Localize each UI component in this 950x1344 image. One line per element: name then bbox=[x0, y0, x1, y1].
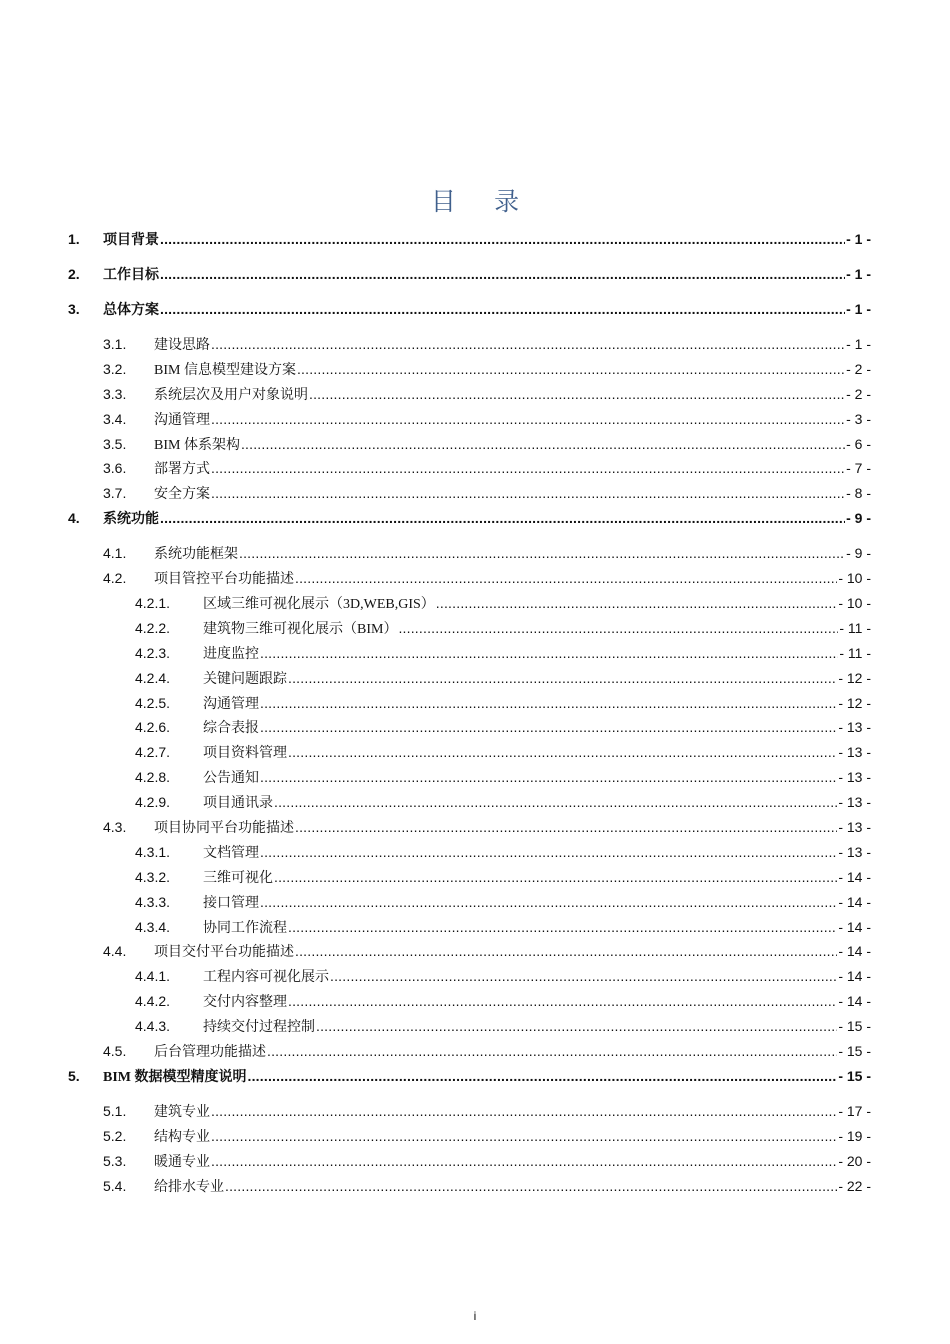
toc-entry-number: 4.4. bbox=[103, 943, 127, 960]
toc-entry-page: - 14 - bbox=[838, 868, 871, 885]
toc-entry-text: 协同工作流程 bbox=[203, 920, 287, 936]
toc-entry-page: - 14 - bbox=[838, 893, 871, 910]
toc-entry-text: 工作目标 bbox=[103, 268, 159, 283]
toc-entry-page: - 13 - bbox=[838, 794, 871, 811]
toc-entry-number: 3.7. bbox=[103, 485, 127, 502]
toc-entry-text: 沟通管理 bbox=[154, 412, 210, 428]
toc-entry[interactable] bbox=[68, 716, 871, 741]
toc-entry-page: - 15 - bbox=[838, 1018, 871, 1035]
toc-entry-number: 4.2.6. bbox=[135, 719, 171, 736]
toc-entry-page: - 10 - bbox=[838, 595, 871, 612]
toc-entry-page: - 1 - bbox=[846, 231, 871, 247]
toc-entry[interactable] bbox=[68, 816, 871, 841]
toc-entry[interactable] bbox=[68, 433, 871, 458]
toc-leader-dots bbox=[160, 298, 845, 320]
toc-leader-dots bbox=[267, 1040, 837, 1062]
toc-leader-dots bbox=[274, 791, 837, 813]
toc-leader-dots bbox=[211, 333, 845, 355]
toc-entry-page: - 15 - bbox=[838, 1067, 871, 1084]
toc-leader-dots bbox=[260, 642, 838, 664]
toc-entry-page: - 14 - bbox=[838, 993, 871, 1010]
toc-entry-text: 沟通管理 bbox=[203, 696, 259, 712]
table-of-contents bbox=[68, 228, 871, 1200]
toc-entry-page: - 19 - bbox=[838, 1127, 871, 1144]
toc-entry-number: 4.5. bbox=[103, 1043, 127, 1060]
toc-entry-text: 项目资料管理 bbox=[203, 746, 287, 762]
toc-entry-page: - 9 - bbox=[846, 510, 871, 527]
toc-entry-text: 结构专业 bbox=[154, 1129, 210, 1145]
toc-entry-text: 建筑物三维可视化展示（BIM） bbox=[203, 621, 398, 637]
toc-entry-text: 接口管理 bbox=[203, 895, 259, 911]
toc-leader-dots bbox=[309, 383, 845, 405]
toc-entry[interactable] bbox=[68, 333, 871, 358]
toc-entry-page: - 13 - bbox=[838, 744, 871, 761]
toc-entry-text: 给排水专业 bbox=[154, 1179, 224, 1195]
toc-entry-text: 文档管理 bbox=[203, 845, 259, 861]
toc-entry-page: - 20 - bbox=[838, 1152, 871, 1169]
toc-entry-page: - 13 - bbox=[838, 819, 871, 836]
toc-entry-text: 综合表报 bbox=[203, 721, 259, 737]
toc-entry-page: - 1 - bbox=[846, 301, 871, 317]
toc-entry[interactable] bbox=[68, 940, 871, 965]
toc-leader-dots bbox=[211, 1150, 837, 1172]
toc-entry-number: 3.1. bbox=[103, 336, 127, 352]
toc-entry-page: - 12 - bbox=[838, 669, 871, 686]
toc-entry-page: - 11 - bbox=[839, 619, 871, 636]
toc-entry-number: 3. bbox=[68, 301, 80, 317]
toc-entry-number: 4.2.1. bbox=[135, 595, 171, 612]
toc-entry[interactable] bbox=[68, 457, 871, 482]
toc-entry-text: BIM 体系架构 bbox=[154, 437, 240, 453]
toc-entry-text: 进度监控 bbox=[203, 646, 259, 662]
toc-leader-dots bbox=[160, 263, 845, 285]
toc-entry-text: 项目管控平台功能描述 bbox=[154, 572, 294, 588]
toc-entry-number: 5. bbox=[68, 1067, 80, 1084]
toc-leader-dots bbox=[260, 841, 837, 863]
page-number-footer: i bbox=[473, 1309, 477, 1323]
toc-entry[interactable] bbox=[68, 1150, 871, 1175]
toc-leader-dots bbox=[398, 617, 838, 639]
toc-leader-dots bbox=[260, 716, 837, 738]
toc-entry-text: BIM 数据模型精度说明 bbox=[103, 1069, 247, 1085]
toc-entry-page: - 6 - bbox=[846, 435, 871, 452]
toc-leader-dots bbox=[288, 741, 837, 763]
toc-entry-text: 关键问题跟踪 bbox=[203, 671, 287, 687]
toc-entry-page: - 3 - bbox=[846, 410, 871, 427]
toc-entry-text: BIM 信息模型建设方案 bbox=[154, 362, 296, 378]
toc-leader-dots bbox=[295, 567, 837, 589]
toc-entry-text: 系统功能 bbox=[103, 512, 159, 528]
toc-entry-text: 建设思路 bbox=[154, 338, 210, 353]
toc-leader-dots bbox=[297, 358, 845, 380]
toc-leader-dots bbox=[211, 482, 845, 504]
toc-entry-page: - 14 - bbox=[838, 968, 871, 985]
toc-entry[interactable] bbox=[68, 741, 871, 766]
toc-entry-text: 区域三维可视化展示（3D,WEB,GIS） bbox=[203, 597, 435, 613]
toc-leader-dots bbox=[295, 940, 837, 962]
toc-entry[interactable] bbox=[68, 592, 871, 617]
toc-entry[interactable] bbox=[68, 791, 871, 816]
toc-entry-text: 项目交付平台功能描述 bbox=[154, 945, 294, 961]
toc-entry[interactable] bbox=[68, 567, 871, 592]
toc-entry-number: 4.3.2. bbox=[135, 868, 171, 885]
toc-entry-page: - 7 - bbox=[846, 460, 871, 477]
toc-entry-number: 4.2.3. bbox=[135, 644, 171, 661]
toc-leader-dots bbox=[274, 866, 837, 888]
toc-entry-number: 5.1. bbox=[103, 1102, 127, 1119]
toc-entry-number: 3.5. bbox=[103, 435, 127, 452]
toc-entry-number: 4.2.4. bbox=[135, 669, 171, 686]
toc-leader-dots bbox=[239, 542, 845, 564]
toc-leader-dots bbox=[211, 1125, 837, 1147]
toc-entry[interactable] bbox=[68, 692, 871, 717]
toc-entry[interactable] bbox=[68, 507, 871, 542]
toc-leader-dots bbox=[260, 692, 837, 714]
toc-entry-text: 系统功能框架 bbox=[154, 547, 238, 563]
toc-entry-number: 1. bbox=[68, 231, 80, 247]
toc-entry[interactable] bbox=[68, 965, 871, 990]
toc-entry[interactable] bbox=[68, 916, 871, 941]
toc-entry[interactable] bbox=[68, 1100, 871, 1125]
toc-entry[interactable] bbox=[68, 617, 871, 642]
toc-entry-number: 4.4.3. bbox=[135, 1018, 171, 1035]
toc-entry[interactable] bbox=[68, 841, 871, 866]
toc-entry-page: - 12 - bbox=[838, 694, 871, 711]
toc-entry-number: 4.4.1. bbox=[135, 968, 171, 985]
toc-entry[interactable] bbox=[68, 1015, 871, 1040]
toc-entry-number: 2. bbox=[68, 266, 80, 282]
toc-entry-text: 三维可视化 bbox=[203, 870, 273, 886]
toc-leader-dots bbox=[260, 891, 837, 913]
toc-entry-text: 项目通讯录 bbox=[203, 796, 273, 812]
toc-entry-number: 4.2.5. bbox=[135, 694, 171, 711]
toc-entry[interactable] bbox=[68, 1125, 871, 1150]
toc-entry-page: - 14 - bbox=[838, 918, 871, 935]
toc-entry[interactable] bbox=[68, 866, 871, 891]
toc-entry[interactable] bbox=[68, 667, 871, 692]
toc-entry-page: - 10 - bbox=[838, 570, 871, 587]
toc-entry-number: 4.2.9. bbox=[135, 794, 171, 811]
toc-leader-dots bbox=[248, 1065, 838, 1087]
toc-leader-dots bbox=[241, 433, 845, 455]
toc-entry-text: 系统层次及用户对象说明 bbox=[154, 387, 308, 403]
toc-entry-page: - 14 - bbox=[838, 943, 871, 960]
toc-entry-number: 4. bbox=[68, 510, 80, 527]
toc-entry-page: - 15 - bbox=[838, 1043, 871, 1060]
toc-entry-number: 3.6. bbox=[103, 460, 127, 477]
toc-entry-page: - 2 - bbox=[846, 360, 871, 377]
toc-entry-page: - 9 - bbox=[846, 545, 871, 562]
toc-entry-page: - 22 - bbox=[838, 1177, 871, 1194]
toc-entry-number: 4.4.2. bbox=[135, 993, 171, 1010]
toc-entry-page: - 11 - bbox=[839, 644, 871, 661]
toc-entry[interactable] bbox=[68, 1040, 871, 1065]
toc-entry-page: - 13 - bbox=[838, 769, 871, 786]
toc-leader-dots bbox=[225, 1175, 837, 1197]
toc-entry-number: 4.3. bbox=[103, 819, 127, 836]
toc-leader-dots bbox=[436, 592, 838, 614]
toc-entry-text: 公告通知 bbox=[203, 771, 259, 787]
toc-entry-number: 4.2.2. bbox=[135, 619, 171, 636]
toc-entry[interactable] bbox=[68, 383, 871, 408]
toc-entry-page: - 2 - bbox=[846, 385, 871, 402]
toc-leader-dots bbox=[316, 1015, 837, 1037]
toc-entry-number: 3.3. bbox=[103, 385, 127, 402]
toc-entry-number: 3.4. bbox=[103, 410, 127, 427]
toc-entry-number: 4.3.3. bbox=[135, 893, 171, 910]
toc-leader-dots bbox=[288, 916, 837, 938]
toc-entry-number: 4.3.1. bbox=[135, 843, 171, 860]
toc-entry-number: 5.4. bbox=[103, 1177, 127, 1194]
toc-leader-dots bbox=[295, 816, 837, 838]
toc-entry[interactable] bbox=[68, 1175, 871, 1200]
toc-entry[interactable] bbox=[68, 228, 871, 263]
toc-entry-number: 4.2. bbox=[103, 570, 127, 587]
toc-entry-number: 3.2. bbox=[103, 360, 127, 377]
toc-entry[interactable] bbox=[68, 642, 871, 667]
toc-entry-page: - 1 - bbox=[846, 266, 871, 282]
toc-entry[interactable] bbox=[68, 542, 871, 567]
toc-leader-dots bbox=[288, 990, 837, 1012]
toc-entry-number: 4.2.7. bbox=[135, 744, 171, 761]
toc-leader-dots bbox=[160, 507, 845, 529]
toc-entry-text: 部署方式 bbox=[154, 462, 210, 478]
toc-entry-text: 项目背景 bbox=[103, 233, 159, 248]
toc-entry-text: 项目协同平台功能描述 bbox=[154, 821, 294, 837]
toc-entry-number: 4.1. bbox=[103, 545, 127, 562]
toc-entry-page: - 13 - bbox=[838, 719, 871, 736]
toc-entry[interactable] bbox=[68, 990, 871, 1015]
toc-entry-text: 工程内容可视化展示 bbox=[203, 970, 329, 986]
toc-entry-text: 安全方案 bbox=[154, 487, 210, 503]
toc-entry-text: 总体方案 bbox=[103, 303, 159, 318]
toc-leader-dots bbox=[260, 766, 837, 788]
toc-entry[interactable] bbox=[68, 482, 871, 507]
toc-leader-dots bbox=[211, 1100, 837, 1122]
toc-entry[interactable] bbox=[68, 298, 871, 333]
toc-leader-dots bbox=[160, 228, 845, 250]
toc-entry[interactable] bbox=[68, 766, 871, 791]
toc-entry[interactable] bbox=[68, 358, 871, 383]
toc-entry-page: - 8 - bbox=[846, 485, 871, 502]
toc-entry-page: - 1 - bbox=[846, 336, 871, 352]
toc-entry-number: 4.2.8. bbox=[135, 769, 171, 786]
toc-entry-number: 4.3.4. bbox=[135, 918, 171, 935]
toc-entry-number: 5.2. bbox=[103, 1127, 127, 1144]
toc-leader-dots bbox=[211, 457, 845, 479]
toc-entry[interactable] bbox=[68, 891, 871, 916]
toc-leader-dots bbox=[330, 965, 837, 987]
toc-entry-text: 持续交付过程控制 bbox=[203, 1020, 315, 1036]
toc-entry-page: - 17 - bbox=[838, 1102, 871, 1119]
toc-entry-text: 暖通专业 bbox=[154, 1154, 210, 1170]
toc-entry[interactable] bbox=[68, 408, 871, 433]
toc-entry[interactable] bbox=[68, 263, 871, 298]
toc-title: 目 录 bbox=[430, 189, 536, 216]
toc-leader-dots bbox=[211, 408, 845, 430]
toc-entry-number: 5.3. bbox=[103, 1152, 127, 1169]
toc-entry[interactable] bbox=[68, 1065, 871, 1100]
toc-entry-text: 建筑专业 bbox=[154, 1104, 210, 1120]
toc-leader-dots bbox=[288, 667, 837, 689]
toc-entry-text: 后台管理功能描述 bbox=[154, 1045, 266, 1061]
toc-entry-text: 交付内容整理 bbox=[203, 995, 287, 1011]
toc-entry-page: - 13 - bbox=[838, 843, 871, 860]
